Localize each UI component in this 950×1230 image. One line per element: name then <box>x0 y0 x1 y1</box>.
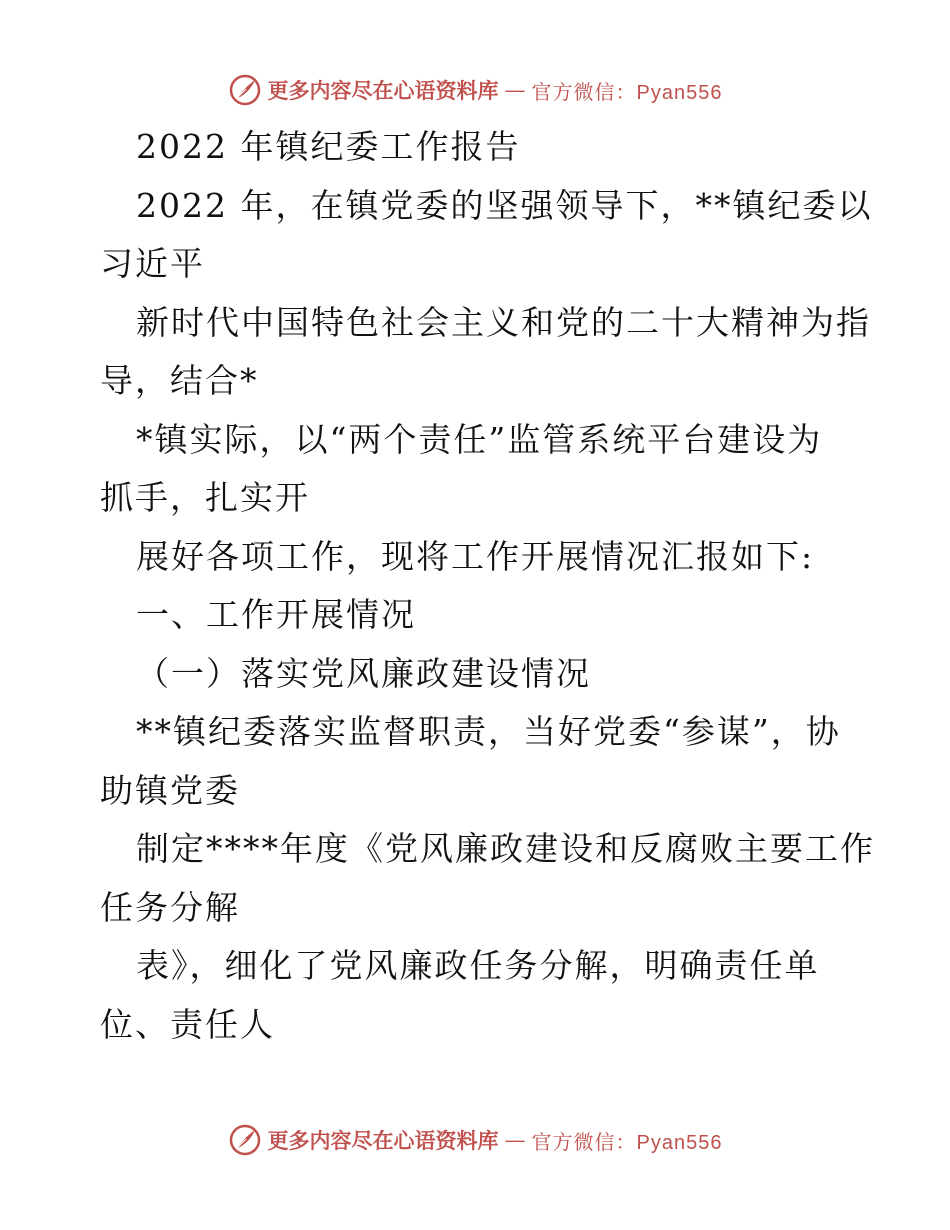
watermark-separator: — <box>504 1128 526 1152</box>
paragraph-line: 任务分解 <box>100 887 240 927</box>
paragraph-line: 导，结合* <box>100 361 259 400</box>
subsection-heading: （一）落实党风廉政建设情况 <box>136 653 591 693</box>
paragraph-line: 表》，细化了党风廉政任务分解，明确责任单 <box>136 946 820 985</box>
watermark-contact-text: 官方微信：Pyan556 <box>531 81 723 104</box>
section-heading: 一、工作开展情况 <box>136 595 416 634</box>
feather-pen-logo-icon <box>228 73 262 107</box>
paragraph-line: 2022 年，在镇党委的坚强领导下，**镇纪委以 <box>136 185 873 225</box>
footer-watermark <box>0 1120 950 1160</box>
watermark-separator: — <box>504 78 526 102</box>
document-title: 2022 年镇纪委工作报告 <box>136 127 521 166</box>
paragraph-line: 展好各项工作，现将工作开展情况汇报如下: <box>136 536 815 576</box>
paragraph-line: 助镇党委 <box>100 770 240 810</box>
document-body <box>100 118 875 1054</box>
paragraph-line: 新时代中国特色社会主义和党的二十大精神为指 <box>136 302 871 342</box>
header-watermark <box>0 70 950 110</box>
paragraph-line: 抓手，扎实开 <box>100 478 310 517</box>
watermark-site-text: 更多内容尽在心语资料库 <box>267 1128 499 1153</box>
feather-pen-logo-icon <box>228 1123 262 1157</box>
watermark-site-text: 更多内容尽在心语资料库 <box>267 78 499 103</box>
paragraph-line: *镇实际，以“两个责任”监管系统平台建设为 <box>136 419 823 459</box>
watermark-contact-text: 官方微信：Pyan556 <box>531 1131 723 1154</box>
paragraph-line: **镇纪委落实监督职责，当好党委“参谋”，协 <box>136 712 841 751</box>
paragraph-line: 习近平 <box>100 244 205 283</box>
paragraph-line: 位、责任人 <box>100 1004 275 1044</box>
paragraph-line: 制定****年度《党风廉政建设和反腐败主要工作 <box>136 829 875 868</box>
